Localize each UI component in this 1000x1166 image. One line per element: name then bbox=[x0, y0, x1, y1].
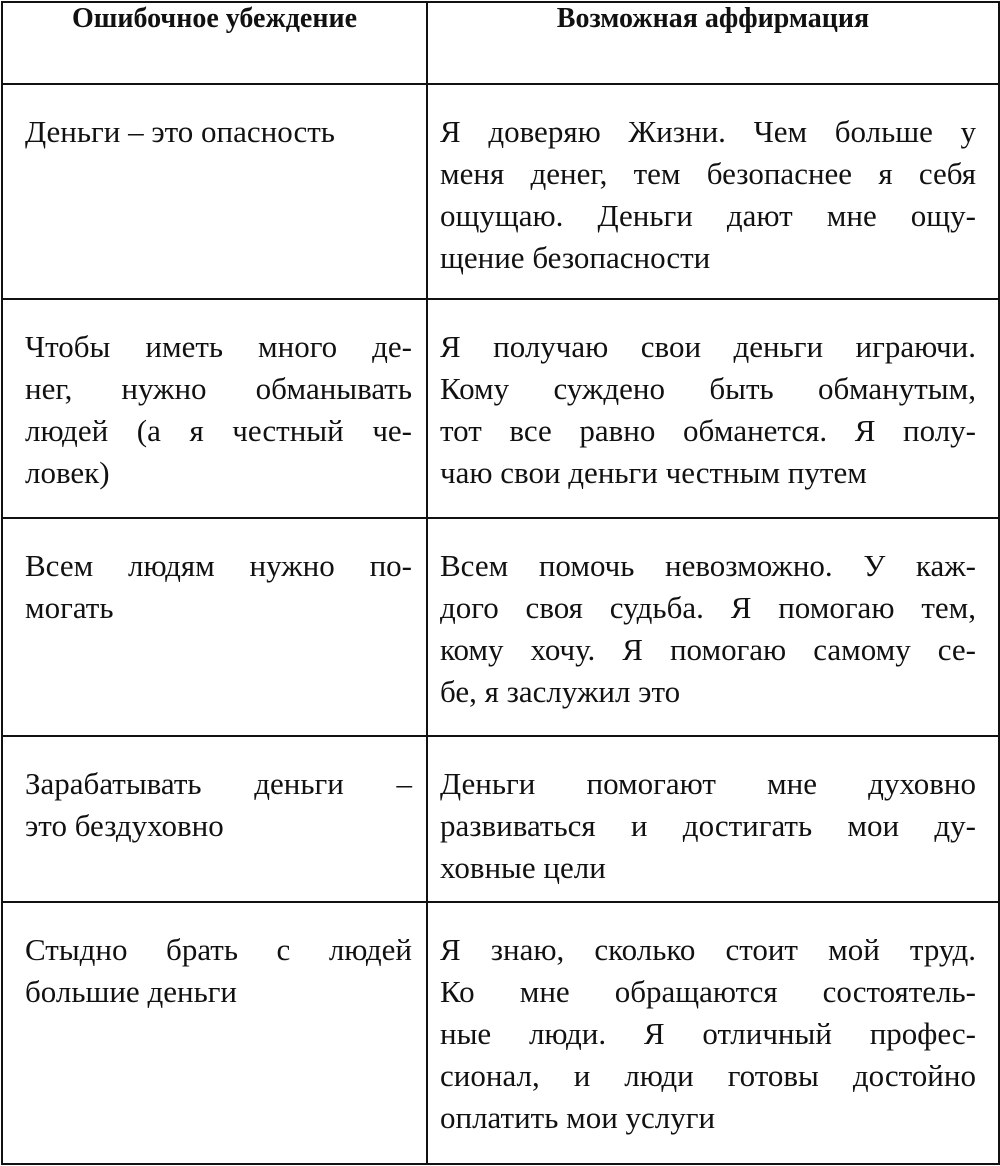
belief-cell bbox=[2, 299, 427, 518]
affirmation-cell bbox=[427, 84, 999, 299]
text-line: бе, я заслужил это bbox=[440, 674, 681, 709]
text-line: Я получаю свои деньги играючи. bbox=[440, 329, 976, 364]
table-row bbox=[2, 84, 999, 299]
affirmation-cell bbox=[427, 518, 999, 736]
text-line: тот все равно обманется. Я полу- bbox=[440, 413, 976, 448]
table-row bbox=[2, 299, 999, 518]
belief-cell bbox=[2, 84, 427, 299]
text-line: Я доверяю Жизни. Чем больше у bbox=[440, 114, 976, 149]
table-row bbox=[2, 736, 999, 902]
text-line: дого своя судьба. Я помогаю тем, bbox=[440, 590, 976, 625]
text-line: Стыдно брать с людей bbox=[25, 932, 412, 967]
text-line: Всем помочь невозможно. У каж- bbox=[440, 548, 976, 583]
text-line: кому хочу. Я помогаю самому се- bbox=[440, 632, 976, 667]
table-row bbox=[2, 518, 999, 736]
header-affirmation: Возможная аффирмация bbox=[427, 2, 999, 84]
text-line: Деньги – это опасность bbox=[25, 114, 335, 149]
text-line: Деньги помогают мне духовно bbox=[440, 766, 976, 801]
text-line: Я знаю, сколько стоит мой труд. bbox=[440, 932, 976, 967]
text-line: Всем людям нужно по- bbox=[25, 548, 412, 583]
text-line: людей (а я честный че- bbox=[25, 413, 412, 448]
text-line: Кому суждено быть обманутым, bbox=[440, 371, 976, 406]
beliefs-affirmations-table bbox=[1, 1, 1000, 1165]
text-line: чаю свои деньги честным путем bbox=[440, 455, 867, 490]
table-row bbox=[2, 902, 999, 1164]
text-line: нег, нужно обманывать bbox=[25, 371, 412, 406]
affirmation-cell bbox=[427, 299, 999, 518]
text-line: Зарабатывать деньги – bbox=[25, 766, 412, 801]
belief-cell bbox=[2, 518, 427, 736]
text-line: щение безопасности bbox=[440, 240, 711, 275]
text-line: это бездуховно bbox=[25, 808, 224, 843]
affirmation-cell bbox=[427, 902, 999, 1164]
affirmation-cell bbox=[427, 736, 999, 902]
table-header-row bbox=[2, 2, 999, 84]
belief-cell bbox=[2, 736, 427, 902]
text-line: большие деньги bbox=[25, 974, 238, 1009]
text-line: ные люди. Я отличный профес- bbox=[440, 1016, 976, 1051]
text-line: оплатить мои услуги bbox=[440, 1100, 716, 1135]
belief-cell bbox=[2, 902, 427, 1164]
text-line: развиваться и достигать мои ду- bbox=[440, 808, 976, 843]
text-line: могать bbox=[25, 590, 114, 625]
text-line: ловек) bbox=[25, 455, 110, 490]
text-line: ховные цели bbox=[440, 850, 606, 885]
text-line: Ко мне обращаются состоятель- bbox=[440, 974, 976, 1009]
header-belief: Ошибочное убеждение bbox=[2, 2, 427, 84]
text-line: меня денег, тем безопаснее я себя bbox=[440, 156, 976, 191]
text-line: сионал, и люди готовы достойно bbox=[440, 1058, 976, 1093]
text-line: ощущаю. Деньги дают мне ощу- bbox=[440, 198, 976, 233]
text-line: Чтобы иметь много де- bbox=[25, 329, 412, 364]
